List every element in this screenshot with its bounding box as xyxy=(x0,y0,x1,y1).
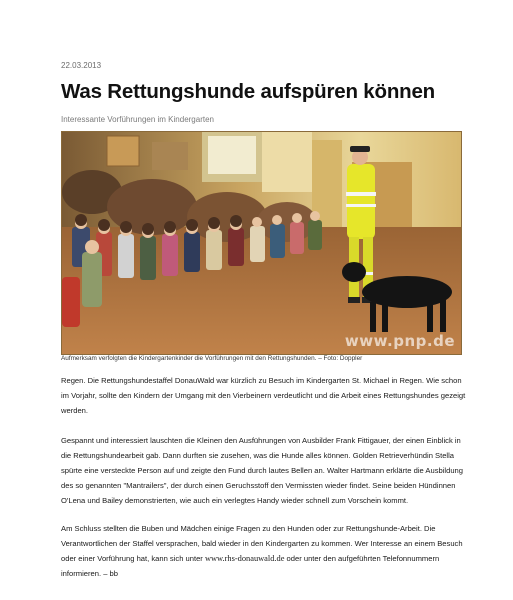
article-title: Was Rettungshunde aufspüren können xyxy=(61,80,435,103)
article-paragraph xyxy=(61,521,466,581)
photo-caption: Aufmerksam verfolgten die Kindergartenkinder die Vorführungen mit den Rettungshunden. – Foto: Doppler xyxy=(61,355,363,362)
article-photo xyxy=(61,131,462,355)
article-date: 22.03.2013 xyxy=(61,61,102,70)
article-paragraph: Gespannt und interessiert lauschten die Kleinen den Ausführungen von Ausbilder Frank Fittigauer, der einen Einblick in die Rettungshundearbeit gab. Dann durften sie zusehen, was die Hunde alles können. Golden Retrieverhündin Stella spürte eine versteckte Person auf und zeigte den Fund durch lautes Bellen an. Walter Hartmann erklärte die Ausbildung des so genannten "Mantrailers", der durch einen Geruchsstoff den Vermissten wieder findet. Seine beiden Hündinnen O'Lena und Bailey demonstrierten, wie auch ein verlegtes Handy wieder schnell zum Vorschein kommt. xyxy=(61,436,463,505)
paragraph-text: oder unter den aufgeführten Telefonnummern informieren. – bb xyxy=(61,554,440,578)
paragraph-text: Am Schluss stellten die Buben und Mädchen einige Fragen zu den Hunden oder zur Rettungshunde-Arbeit. Die Verantwortlichen der Staffel versprachen, bald wieder in den Kindergarten zu kommen. Wer Interesse an einem Besuch oder einer Vorführung hat, kann sich unter xyxy=(61,524,463,563)
article-subtitle: Interessante Vorführungen im Kindergarten xyxy=(61,115,214,124)
photo-scene xyxy=(62,132,461,354)
photo-watermark: www.pnp.de xyxy=(344,332,455,350)
website-link[interactable]: www.rhs-donauwald.de xyxy=(204,554,285,563)
article-paragraph: Regen. Die Rettungshundestaffel DonauWald war kürzlich zu Besuch im Kindergarten St. Michael in Regen. Wie schon im Vorjahr, sollte den Kindern der Umgang mit den Vierbeinern verdeutlicht und die Arbeit eines Rettungshundes gezeigt werden. xyxy=(61,376,466,415)
